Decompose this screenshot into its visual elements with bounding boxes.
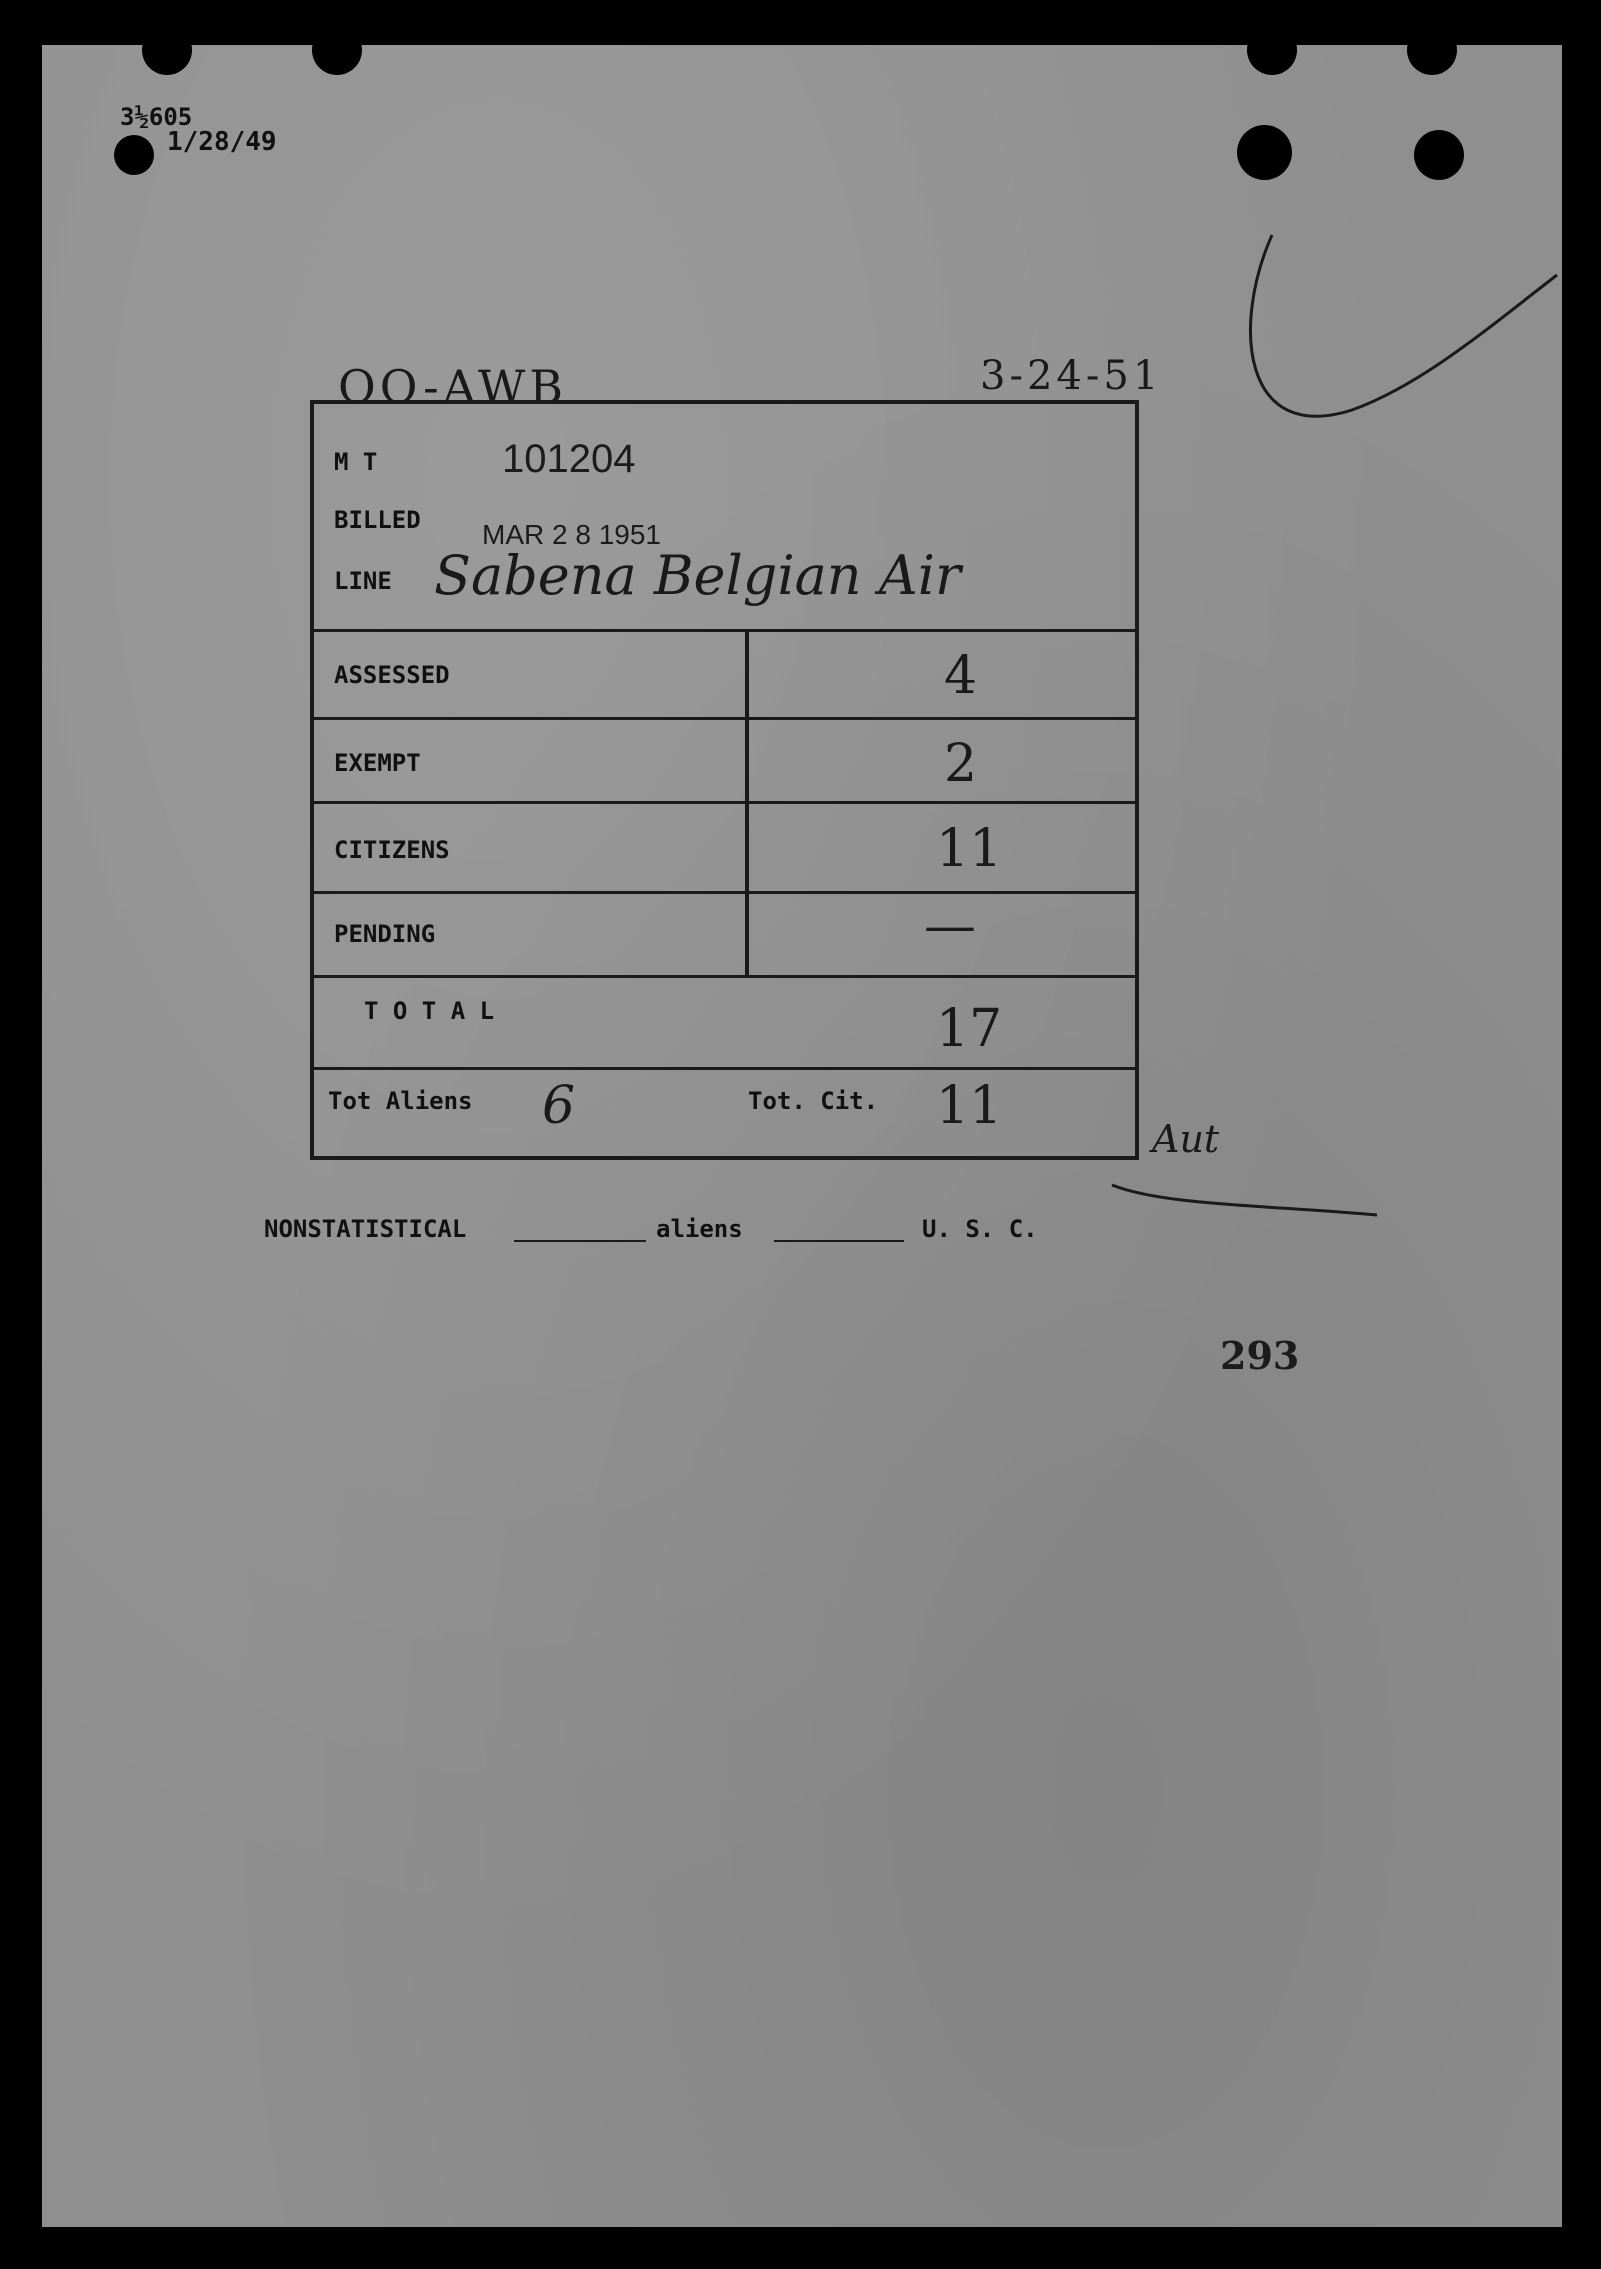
nonstatistical-label: NONSTATISTICAL <box>264 1215 467 1243</box>
tot-cit-value: 11 <box>936 1076 1003 1136</box>
mt-number: 101204 <box>502 437 636 481</box>
form-divider-citizens <box>314 891 1135 894</box>
handwritten-aircraft-code: OO-AWB <box>338 360 568 414</box>
punch-hole-top-left-1 <box>142 45 192 75</box>
form-divider-header <box>314 629 1135 632</box>
exempt-value: 2 <box>944 734 978 794</box>
form-divider-pending <box>314 975 1135 978</box>
punch-hole-right-1 <box>1237 125 1292 180</box>
punch-hole-corner <box>114 135 154 175</box>
tot-aliens-label: Tot Aliens <box>328 1087 473 1115</box>
document-sheet <box>42 45 1562 2227</box>
nonstatistical-blank <box>514 1240 646 1242</box>
billed-label: BILLED <box>334 506 421 534</box>
aliens-label: aliens <box>656 1215 743 1243</box>
citizens-label: CITIZENS <box>334 836 450 864</box>
tot-cit-label: Tot. Cit. <box>748 1087 879 1115</box>
form-divider-total <box>314 1067 1135 1070</box>
pending-label: PENDING <box>334 920 436 948</box>
reviewer-initials: Aut <box>1152 1117 1220 1161</box>
total-label: T O T A L <box>364 997 495 1025</box>
corner-note-line2: 1/28/49 <box>167 127 277 157</box>
punch-hole-right-2 <box>1414 130 1464 180</box>
line-label: LINE <box>334 567 392 595</box>
form-column-divider <box>745 629 749 975</box>
form-divider-exempt <box>314 801 1135 804</box>
pending-value: — <box>924 896 976 956</box>
aliens-blank <box>774 1240 904 1242</box>
citizens-value: 11 <box>936 819 1003 879</box>
assessed-label: ASSESSED <box>334 661 450 689</box>
initials-underline-stroke <box>1102 1145 1382 1225</box>
punch-hole-top-right-2 <box>1407 45 1457 75</box>
mt-label: M T <box>334 448 378 476</box>
corner-note-line1: 3½605 <box>120 103 193 131</box>
form-divider-assessed <box>314 717 1135 720</box>
punch-hole-top-left-2 <box>312 45 362 75</box>
manifest-form-box <box>310 400 1139 1160</box>
punch-hole-top-right-1 <box>1247 45 1297 75</box>
page-number: 293 <box>1220 1333 1300 1378</box>
total-value: 17 <box>936 999 1003 1059</box>
airline-name: Sabena Belgian Air <box>434 544 961 607</box>
usc-label: U. S. C. <box>922 1215 1038 1243</box>
exempt-label: EXEMPT <box>334 749 421 777</box>
handwritten-date: 3-24-51 <box>980 353 1163 399</box>
billed-date-stamp: MAR 2 8 1951 <box>482 519 661 550</box>
pen-stroke-mark <box>1212 205 1562 465</box>
assessed-value: 4 <box>944 646 978 706</box>
tot-aliens-value: 6 <box>542 1076 576 1136</box>
